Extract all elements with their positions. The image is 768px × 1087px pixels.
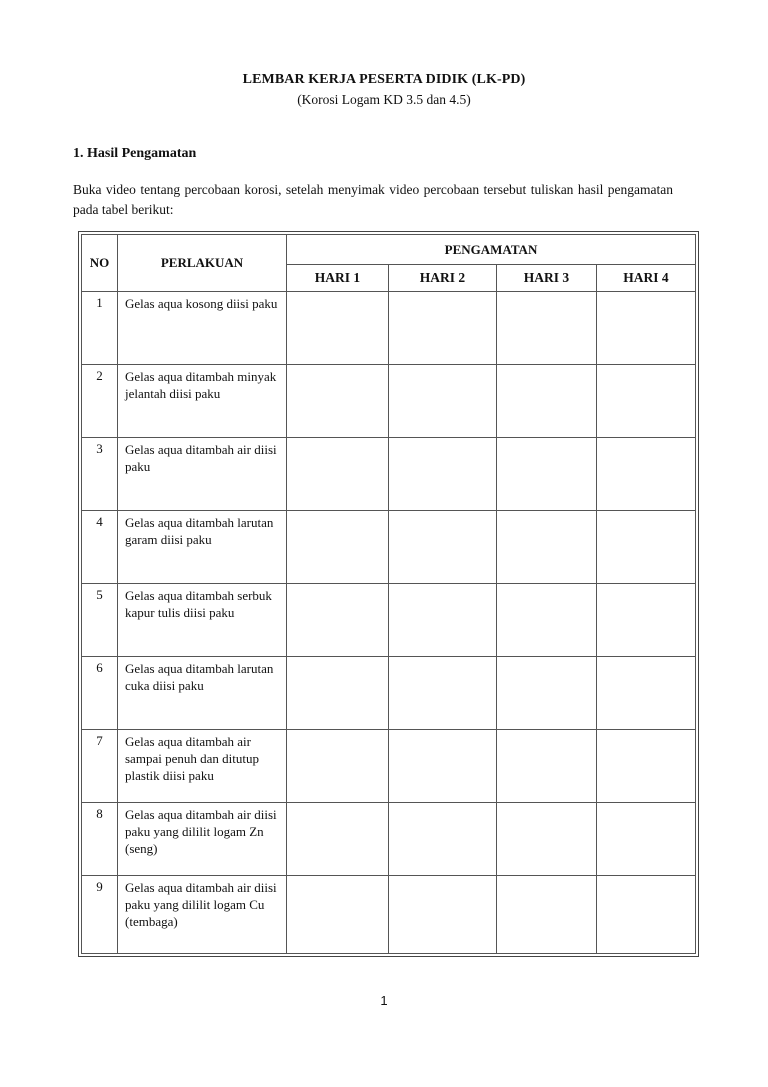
row-number: 2 [82, 365, 118, 438]
observation-cell[interactable] [389, 803, 497, 876]
section-heading: 1. Hasil Pengamatan [73, 146, 197, 161]
document-title: LEMBAR KERJA PESERTA DIDIK (LK-PD) [242, 72, 526, 87]
observation-cell[interactable] [597, 292, 696, 365]
observation-cell[interactable] [389, 511, 497, 584]
row-perlakuan: Gelas aqua ditambah air diisi paku yang dililit logam Cu (tembaga) [118, 876, 287, 954]
observation-cell[interactable] [287, 730, 389, 803]
document-subtitle: (Korosi Logam KD 3.5 dan 4.5) [297, 92, 471, 107]
table-row [82, 657, 696, 730]
page-number: 1 [380, 993, 388, 1008]
row-number: 9 [82, 876, 118, 954]
header-day: HARI 1 [287, 265, 389, 292]
header-day: HARI 2 [389, 265, 497, 292]
row-perlakuan: Gelas aqua kosong diisi paku [118, 292, 287, 365]
observation-cell[interactable] [287, 365, 389, 438]
row-perlakuan: Gelas aqua ditambah air diisi paku [118, 438, 287, 511]
row-number: 3 [82, 438, 118, 511]
header-no: NO [82, 235, 118, 292]
observation-cell[interactable] [389, 365, 497, 438]
row-perlakuan: Gelas aqua ditambah air diisi paku yang dililit logam Zn (seng) [118, 803, 287, 876]
observation-cell[interactable] [597, 365, 696, 438]
row-perlakuan: Gelas aqua ditambah serbuk kapur tulis diisi paku [118, 584, 287, 657]
observation-cell[interactable] [389, 730, 497, 803]
observation-cell[interactable] [287, 584, 389, 657]
observation-cell[interactable] [497, 657, 597, 730]
header-day: HARI 3 [497, 265, 597, 292]
row-perlakuan: Gelas aqua ditambah air sampai penuh dan ditutup plastik diisi paku [118, 730, 287, 803]
row-number: 4 [82, 511, 118, 584]
table-row [82, 511, 696, 584]
observation-table [81, 234, 696, 954]
instructions-text: Buka video tentang percobaan korosi, setelah menyimak video percobaan tersebut tuliskan hasil pengamatan pada tabel berikut: [73, 182, 673, 217]
observation-cell[interactable] [597, 511, 696, 584]
row-perlakuan: Gelas aqua ditambah larutan garam diisi paku [118, 511, 287, 584]
observation-cell[interactable] [497, 730, 597, 803]
row-perlakuan: Gelas aqua ditambah larutan cuka diisi paku [118, 657, 287, 730]
table-row [82, 876, 696, 954]
table-row [82, 584, 696, 657]
observation-cell[interactable] [287, 803, 389, 876]
observation-cell[interactable] [389, 584, 497, 657]
observation-cell[interactable] [497, 292, 597, 365]
table-row [82, 365, 696, 438]
observation-cell[interactable] [287, 511, 389, 584]
row-number: 6 [82, 657, 118, 730]
observation-cell[interactable] [287, 292, 389, 365]
observation-cell[interactable] [389, 876, 497, 954]
observation-cell[interactable] [287, 657, 389, 730]
observation-cell[interactable] [497, 511, 597, 584]
observation-cell[interactable] [497, 803, 597, 876]
observation-cell[interactable] [497, 876, 597, 954]
table-row [82, 803, 696, 876]
observation-cell[interactable] [497, 438, 597, 511]
row-number: 5 [82, 584, 118, 657]
row-number: 7 [82, 730, 118, 803]
observation-cell[interactable] [389, 292, 497, 365]
observation-cell[interactable] [389, 438, 497, 511]
observation-cell[interactable] [597, 730, 696, 803]
observation-cell[interactable] [597, 876, 696, 954]
row-perlakuan: Gelas aqua ditambah minyak jelantah diisi paku [118, 365, 287, 438]
observation-cell[interactable] [597, 657, 696, 730]
observation-cell[interactable] [497, 584, 597, 657]
observation-cell[interactable] [597, 584, 696, 657]
table-row [82, 292, 696, 365]
header-perlakuan: PERLAKUAN [118, 235, 287, 292]
table-row [82, 438, 696, 511]
observation-cell[interactable] [389, 657, 497, 730]
header-day: HARI 4 [597, 265, 696, 292]
observation-cell[interactable] [597, 803, 696, 876]
observation-cell[interactable] [597, 438, 696, 511]
header-pengamatan: PENGAMATAN [287, 235, 696, 265]
observation-cell[interactable] [287, 876, 389, 954]
row-number: 8 [82, 803, 118, 876]
observation-cell[interactable] [287, 438, 389, 511]
observation-cell[interactable] [497, 365, 597, 438]
table-row [82, 730, 696, 803]
row-number: 1 [82, 292, 118, 365]
